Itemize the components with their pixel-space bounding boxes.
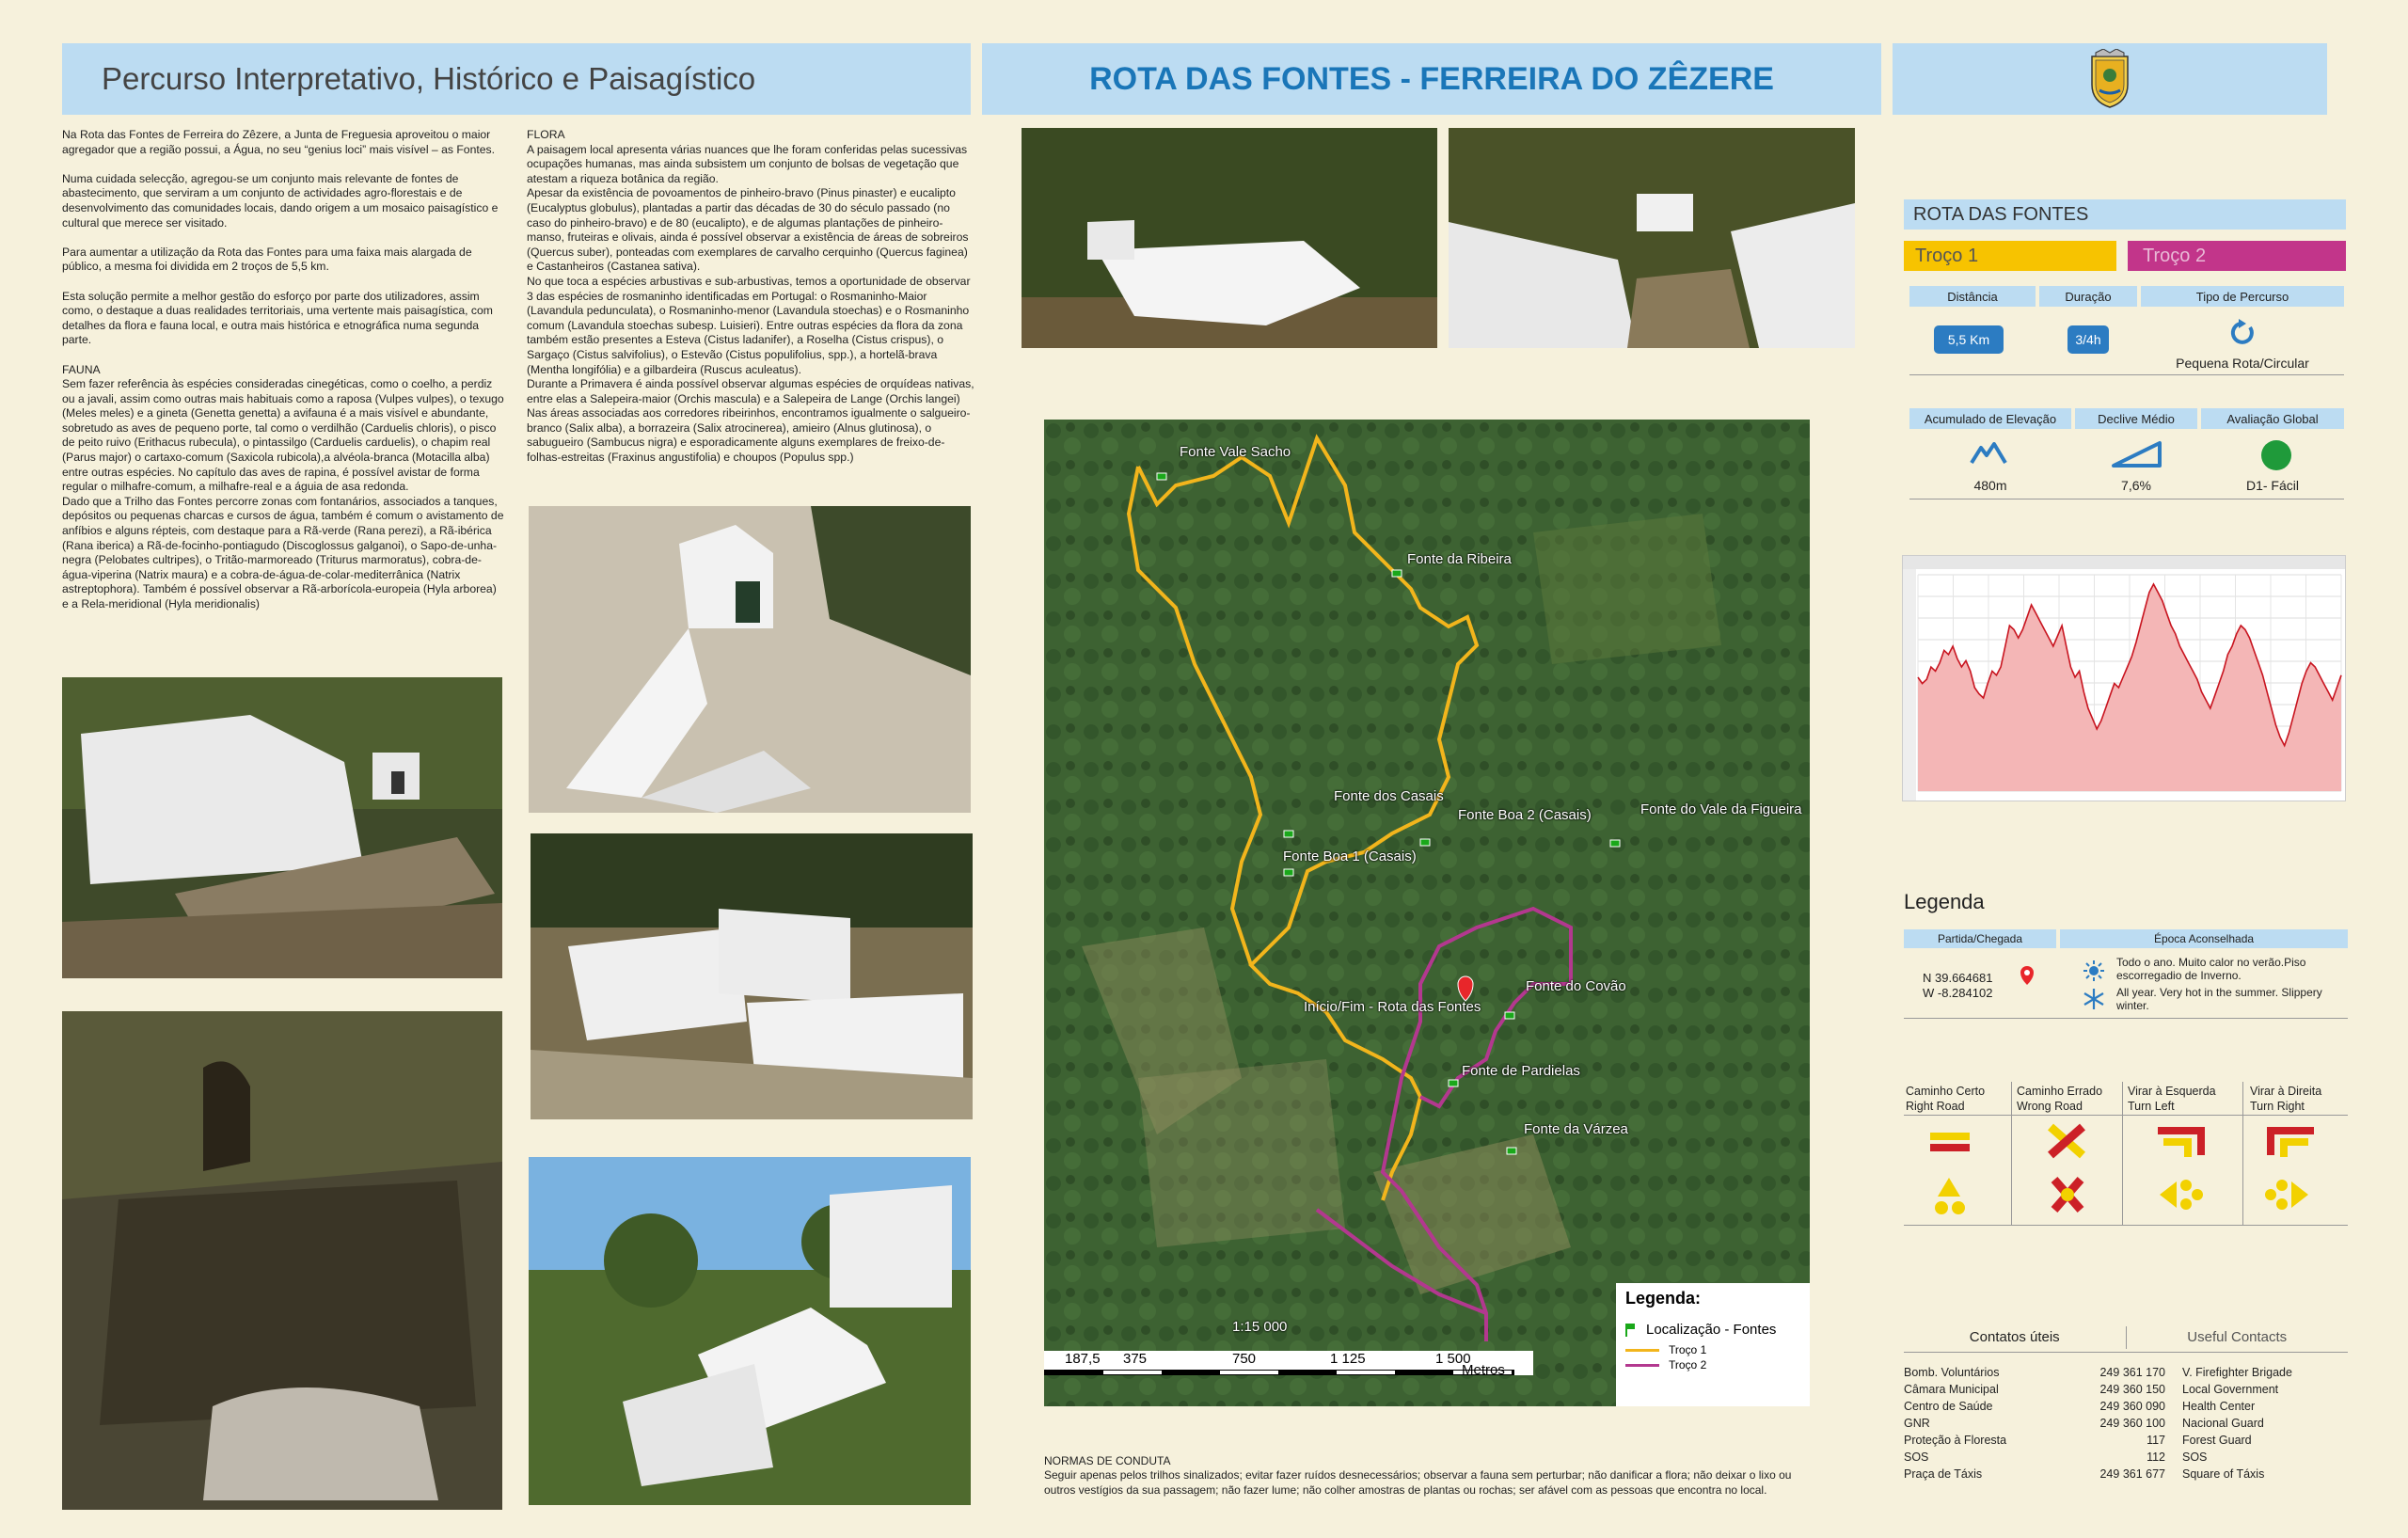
distance-value [1934, 325, 2004, 354]
photo-tanks-area [531, 833, 973, 1119]
fauna-heading: FAUNA [62, 362, 101, 376]
left-header-title: Percurso Interpretativo, Histórico e Paisagístico [102, 61, 756, 96]
contact-label-en: Local Government [2182, 1383, 2279, 1396]
contact-phone: 249 361 170 [2099, 1366, 2165, 1379]
contact-row [1904, 1449, 2348, 1466]
coord-west: W -8.284102 [1923, 986, 1993, 1000]
flora-paragraph: Apesar da existência de povoamentos de pinheiro-bravo (Pinus pinaster) e eucalipto (Eucalyptus globulus), plantadas a partir das décadas de 30 do século passado (no caso do pinheiro-bravo) e de 80 (eucalipto), e de algumas plantações de pinheiro-manso, fruteiras e olivais, ainda é possível observar a existência de áreas de sobreiros (Quercus suber), ponteadas com exemplares de carvalho cerquinho (Quercus faginea) e Castanheiros (Castanea sativa). [527, 186, 969, 274]
coord-north: N 39.664681 [1923, 971, 1993, 985]
elevation-value: 480m [1973, 478, 2007, 493]
map-scale-ratio: 1:15 000 [1232, 1319, 1288, 1335]
scale-unit: Metros [1462, 1362, 1505, 1378]
contact-phone: 117 [2147, 1434, 2165, 1447]
contact-row [1904, 1415, 2348, 1432]
tab-troco-1-label: Troço 1 [1915, 245, 1979, 266]
flora-paragraph: Durante a Primavera é ainda possível observar algumas espécies de orquídeas nativas, entre elas a Salepeira-maior (Orchis mascula) e a Salepeira de Lange (Orchis langei) [527, 377, 974, 405]
sign-label: Virar à Esquerda Turn Left [2128, 1085, 2216, 1113]
season-text-pt: Todo o ano. Muito calor no verão.Piso escorregadio de Inverno. [2116, 956, 2306, 982]
distance-header-label: Distância [1947, 289, 1998, 304]
left-header [62, 43, 971, 115]
map-label: Fonte Vale Sacho [1180, 444, 1291, 460]
main-title: ROTA DAS FONTES - FERREIRA DO ZÊZERE [1089, 60, 1774, 97]
right-road-marker-icon [1935, 1178, 1965, 1214]
intro-paragraph: Na Rota das Fontes de Ferreira do Zêzere, a Junta de Freguesia aproveitou o maior agregador que a região possui, a Água, no seu “genius loci” mais visível – as Fontes. [62, 128, 496, 156]
map-legend [1616, 1283, 1810, 1406]
flora-heading: FLORA [527, 128, 565, 141]
photo-stone-well [62, 1011, 502, 1510]
circular-route-icon [2227, 318, 2258, 348]
legenda-title: Legenda [1904, 890, 1985, 913]
season-header-label: Época Aconselhada [2153, 932, 2255, 945]
slope-header [2075, 408, 2197, 429]
sign-label: Caminho Certo Right Road [1906, 1085, 1986, 1113]
type-header [2141, 286, 2344, 307]
contact-phone: 112 [2147, 1451, 2165, 1464]
crest-header [1893, 43, 2327, 115]
map-label: Fonte dos Casais [1334, 788, 1444, 804]
rating-header [2201, 408, 2344, 429]
contact-row [1904, 1466, 2348, 1483]
distance-header [1909, 286, 2036, 307]
sidebar-title [1904, 199, 2346, 230]
trail-signs [1904, 1082, 2348, 1227]
type-header-label: Tipo de Percurso [2195, 289, 2289, 304]
mountain-icon [1970, 442, 2007, 465]
main-header [982, 43, 1881, 115]
legend-item: Troço 2 [1669, 1358, 1707, 1372]
start-end-header [1904, 929, 2056, 948]
troco-1-swatch [1625, 1349, 1659, 1352]
contact-name: Praça de Táxis [1904, 1467, 1983, 1481]
wrong-road-marker-icon [2054, 1180, 2081, 1210]
legend-divider [1904, 1018, 2348, 1019]
scale-tick: 187,5 [1065, 1351, 1101, 1367]
trail-sign-icons [1904, 1123, 2348, 1227]
slope-value: 7,6% [2121, 478, 2151, 493]
start-end-header-label: Partida/Chegada [1937, 932, 2023, 945]
legend-item: Troço 1 [1669, 1343, 1707, 1356]
location-pin-icon [2019, 965, 2036, 986]
duration-value-text: 3/4h [2075, 332, 2101, 347]
photo-tank-forest [1022, 128, 1437, 348]
duration-value [2067, 325, 2109, 354]
flora-paragraph: A paisagem local apresenta várias nuances que lhe foram conferidas pelas sucessivas ocupações humanas, mas ainda subsistem um conjunto de bolsas de vegetação que atestam a riqueza botânica da região. [527, 142, 968, 185]
satellite-map [1044, 420, 1810, 1406]
contacts-title-pt: Contatos úteis [1969, 1329, 2060, 1345]
map-label: Fonte do Covão [1526, 978, 1626, 994]
slope-header-label: Declive Médio [2098, 411, 2175, 426]
tab-troco-2[interactable] [2128, 241, 2346, 271]
contacts-title-en: Useful Contacts [2187, 1329, 2288, 1345]
intro-paragraph: Esta solução permite a melhor gestão do esforço por parte dos utilizadores, assim como, o destaque a duas realidades territoriais, uma vertente mais paisagística, com detalhes da flora e fauna local, e outra mais histórica e etnográfica numa segunda parte. [62, 289, 493, 347]
duration-header-label: Duração [2065, 289, 2112, 304]
contact-row [1904, 1364, 2348, 1381]
flora-text-column [527, 128, 974, 480]
troco-2-swatch [1625, 1364, 1659, 1367]
turn-right-marker-icon [2265, 1180, 2308, 1210]
contact-row [1904, 1432, 2348, 1449]
map-label: Início/Fim - Rota das Fontes [1304, 999, 1481, 1015]
rating-dot [2261, 440, 2291, 470]
tab-troco-1[interactable] [1904, 241, 2116, 271]
contact-label-en: SOS [2182, 1451, 2208, 1464]
map-legend-title: Legenda: [1625, 1289, 1702, 1308]
scale-tick: 750 [1232, 1351, 1257, 1367]
photo-fountain-sky [529, 1157, 971, 1505]
scale-tick: 375 [1123, 1351, 1148, 1367]
snowflake-icon [2083, 988, 2105, 1010]
normas-title: NORMAS DE CONDUTA [1044, 1454, 1171, 1467]
turn-left-sign-icon [2158, 1131, 2201, 1157]
tab-troco-2-label: Troço 2 [2143, 245, 2207, 266]
map-label: Fonte Boa 1 (Casais) [1283, 848, 1417, 864]
wrong-road-sign-icon [2051, 1127, 2083, 1155]
fauna-paragraph: Sem fazer referência às espécies consideradas cinegéticas, como o coelho, a perdiz ou a javali, assim como outras mais habituais como a raposa (Vulpes vulpes), o texugo (Meles meles) e a gineta (Genetta genetta) a avifauna é a mais visível e abundante, sobretudo as aves de pequeno porte, tal como o verdilhão (Carduelis chloris), o pisco de peito ruivo (Erithacus rubecula), o pintassilgo (Carduelis carduelis), o chapim real (Parus major) o cartaxo-comum (Saxicola rubicola),a alvéola-branca (Motacilla alba) entre outras espécies. No capítulo das aves de rapina, é possível avistar de forma regular o milhafre-comum, a milhafre-real e a águia de asa redonda. [62, 377, 504, 494]
legend-item: Localização - Fontes [1646, 1322, 1777, 1338]
intro-text-column [62, 128, 504, 626]
scale-tick: 1 500 [1435, 1351, 1471, 1367]
flora-paragraph: No que toca a espécies arbustivas e sub-arbustivas, temos a oportunidade de observar 3 das espécies de rosmaninho identificadas em Portugal: o Rosmaninho-Maior (Lavandula pedunculata), o Rosmaninho-menor (Lavandula stoechas) e o Rosmaninho comum (Lavandula stoechas subesp. Luisieri). Entre outras espécies da flora da zona também estão presentes a Esteva (Cistus ladanifer), a Roselha (Cistus crispus), o Sargaço (Cistus salvifolius), o Estevão (Cistus populifolius, spp.), a hortelã-brava (Mentha longifólia) e a gilbardeira (Ruscus aculeatus). [527, 274, 971, 376]
contact-phone: 249 361 677 [2099, 1467, 2165, 1481]
slope-icon [2111, 440, 2163, 468]
fauna-paragraph: Dado que a Trilho das Fontes percorre zonas com fontanários, associados a tanques, depósitos ou pequenas charcas e cursos de água, também é comum o avistamento de anfíbios e alguns répteis, com destaque para a Rã-verde (Rana perezi), a Rã-ibérica (Rana iberica) a Rã-de-focinho-pontiagudo (Discoglossus galganoi), o Sapo-de-unha-negra (Pelobates cultripes), o Tritão-marmoreado (Triturus marmoratus), cobra-de-água-viperina (Natrix maura) e a cobra-de-água-de-colar-mediterrânica (Natrix astreptophora). Também é possível observar a Rã-arborícola-europeia (Hyla arborea) e a Rela-meridional (Hyla meridionalis) [62, 494, 504, 610]
contacts-section [1904, 1323, 2348, 1483]
contact-name: Câmara Municipal [1904, 1383, 1999, 1396]
normas-section [1044, 1454, 1815, 1498]
scale-tick: 1 125 [1330, 1351, 1366, 1367]
map-label: Fonte de Pardielas [1462, 1063, 1580, 1079]
flora-paragraph: Nas áreas associadas aos corredores ribeirinhos, encontramos igualmente o salgueiro-branco (Salix alba), a borrazeira (Salix atrocinerea), amieiro (Alnus glutinosa), o sabugueiro (Sambucus nigra) e esporadicamente alguns exemplares de freixo-de-folhas-estreitas (Fraxinus angustifolia) e choupos (Populus spp.) [527, 406, 971, 465]
elevation-header [1909, 408, 2071, 429]
photo-fountain-steps [62, 677, 502, 978]
right-road-sign-icon [1930, 1133, 1970, 1151]
photo-white-fountain [529, 506, 971, 813]
elevation-profile [1902, 555, 2346, 801]
sun-icon [2083, 959, 2105, 982]
contact-name: GNR [1904, 1417, 1930, 1430]
photo-tank-path [1449, 128, 1855, 348]
type-value: Pequena Rota/Circular [2176, 356, 2309, 371]
turn-right-sign-icon [2271, 1131, 2314, 1157]
contact-phone: 249 360 100 [2099, 1417, 2165, 1430]
intro-paragraph: Numa cuidada selecção, agregou-se um conjunto mais relevante de fontes de abastecimento, que serviram a um conjunto de actividades agro-florestais e de desenvolvimento das comunidades locais, dando origem a um mosaico paisagístico e cultural que merece ser visitado. [62, 171, 499, 230]
distance-value-text: 5,5 Km [1947, 332, 1990, 347]
sign-label: Virar à Direita Turn Right [2250, 1085, 2322, 1113]
route-map[interactable] [1044, 420, 1810, 1406]
elevation-header-label: Acumulado de Elevação [1924, 411, 2057, 426]
contact-label-en: V. Firefighter Brigade [2182, 1366, 2292, 1379]
contact-name: Centro de Saúde [1904, 1400, 1993, 1413]
contact-label-en: Square of Táxis [2182, 1467, 2265, 1481]
contact-row [1904, 1381, 2348, 1398]
sidebar-title-text: ROTA DAS FONTES [1913, 203, 2089, 225]
contact-label-en: Forest Guard [2182, 1434, 2252, 1447]
contact-name: SOS [1904, 1451, 1929, 1464]
elevation-chart [1903, 556, 2345, 801]
rating-value: D1- Fácil [2245, 478, 2299, 493]
contact-phone: 249 360 090 [2099, 1400, 2165, 1413]
duration-header [2039, 286, 2137, 307]
contact-phone: 249 360 150 [2099, 1383, 2165, 1396]
season-header [2060, 929, 2348, 948]
map-label: Fonte Boa 2 (Casais) [1458, 807, 1592, 823]
contact-label-en: Nacional Guard [2182, 1417, 2264, 1430]
coat-of-arms-icon [2083, 49, 2137, 109]
sign-label: Caminho Errado Wrong Road [2017, 1085, 2103, 1113]
intro-paragraph: Para aumentar a utilização da Rota das Fontes para uma faixa mais alargada de público, a mesma foi dividida em 2 troços de 5,5 km. [62, 245, 472, 274]
contact-row [1904, 1398, 2348, 1415]
flag-icon [1625, 1324, 1637, 1337]
contacts-table [1904, 1364, 2348, 1483]
normas-text: Seguir apenas pelos trilhos sinalizados; evitar fazer ruídos desnecessários; observar a fauna sem perturbar; não danificar a flora; não deixar o lixo ou outros vestígios da sua passagem; não fazer lume; não colher amostras de plantas ou rochas; ser afável com as pessoas que encontra no local. [1044, 1468, 1792, 1497]
map-label: Fonte do Vale da Figueira [1640, 801, 1802, 817]
contact-name: Proteção à Floresta [1904, 1434, 2007, 1447]
turn-left-marker-icon [2160, 1180, 2203, 1210]
rating-header-label: Avaliação Global [2226, 411, 2319, 426]
contact-label-en: Health Center [2182, 1400, 2256, 1413]
map-label: Fonte da Ribeira [1407, 551, 1512, 567]
contact-name: Bomb. Voluntários [1904, 1366, 2000, 1379]
map-label: Fonte da Várzea [1524, 1121, 1628, 1137]
scale-bar [1044, 1351, 1533, 1406]
season-text-en: All year. Very hot in the summer. Slippery winter. [2116, 986, 2322, 1012]
info-divider [1909, 374, 2344, 375]
